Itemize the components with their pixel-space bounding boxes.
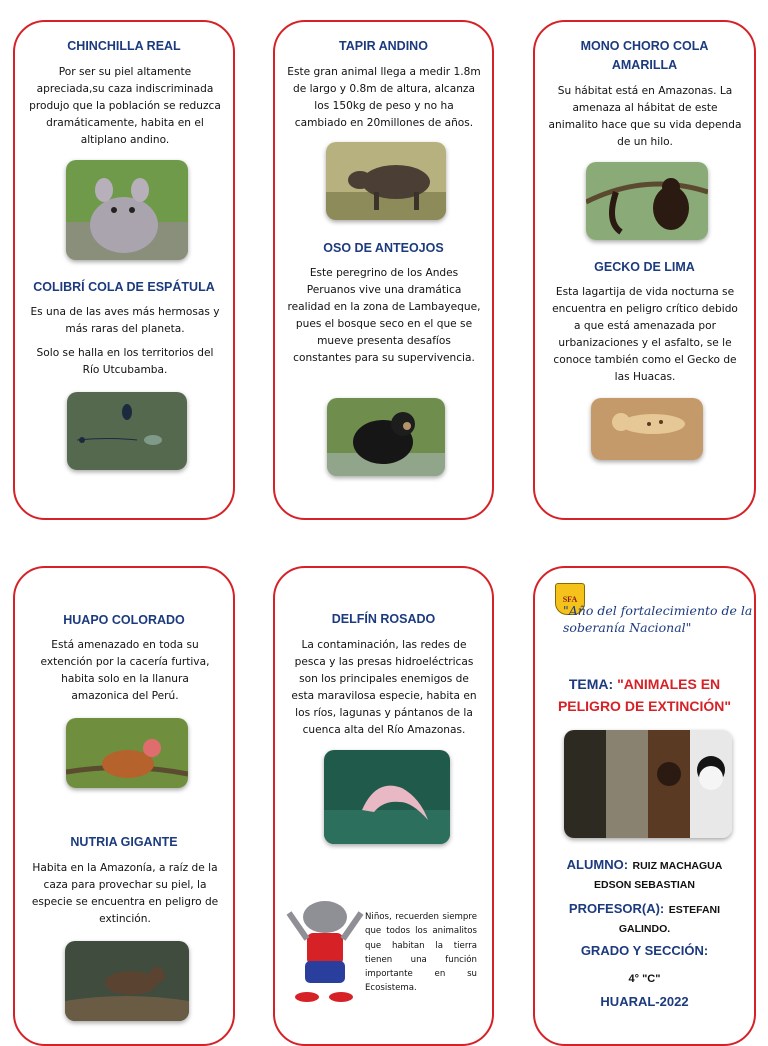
place-year: HUARAL-2022 <box>600 994 689 1009</box>
panel-cover <box>533 566 756 1046</box>
chinchilla-text: Por ser su piel altamente apreciada,su caza indiscriminada produjo que la población se reduzca dramáticamente, habita en el altiplano andino. <box>29 66 221 146</box>
kid-note-text: Niños, recuerden siempre que todos los animalitos que habitan la tierra tienen una función importante en su Ecosistema. <box>365 912 477 994</box>
tapir-photo <box>326 142 446 220</box>
huapo-title: HUAPO COLORADO <box>63 613 185 627</box>
huapo-photo <box>66 718 188 788</box>
tapir-text: Este gran animal llega a medir 1.8m de largo y 0.8m de altura, alcanza los 150kg de peso y no ha cambiado en 20millones de años. <box>287 66 481 129</box>
place-year-row <box>535 993 754 1011</box>
panel-delfin <box>273 566 494 1046</box>
profesor-block <box>535 900 754 938</box>
mono-title: MONO CHORO COLA AMARILLA <box>580 39 709 72</box>
oso-photo <box>327 398 445 476</box>
tapir-title: TAPIR ANDINO <box>339 39 428 53</box>
tema-value-1: "ANIMALES EN <box>617 676 721 692</box>
colibri-photo <box>67 392 187 470</box>
cartoon-rhino-mascot <box>285 899 367 1003</box>
chinchilla-title: CHINCHILLA REAL <box>67 39 181 53</box>
gecko-text: Esta lagartija de vida nocturna se encuentra en peligro crítico debido a que está amenazada por urbanizaciones y el asfalto, se le conoce también como el Gecko de las Huacas. <box>552 286 738 383</box>
alumno-label: ALUMNO: <box>566 857 629 872</box>
tema-line-1 <box>535 673 754 695</box>
tema-label: TEMA: <box>568 676 614 692</box>
profesor-value-2: GALINDO. <box>618 923 671 935</box>
alumno-block <box>535 856 754 894</box>
colibri-title: COLIBRÍ COLA DE ESPÁTULA <box>33 280 215 294</box>
year-motto: "Año del fortalecimiento de la soberanía Nacional" <box>563 603 753 635</box>
nutria-photo <box>65 941 189 1021</box>
colibri-text-1: Es una de las aves más hermosas y más raras del planeta. <box>30 306 220 335</box>
cover-collage-photo <box>564 730 732 838</box>
profesor-value-1: ESTEFANI <box>668 904 721 916</box>
profesor-label: PROFESOR(A): <box>568 901 665 916</box>
grado-label: GRADO Y SECCIÓN: <box>580 943 709 958</box>
school-crest-logo: SFA <box>555 583 585 615</box>
delfin-photo <box>324 750 450 844</box>
panel-chinchilla-colibri <box>13 20 235 520</box>
chinchilla-photo <box>66 160 188 260</box>
panel-huapo-nutria <box>13 566 235 1046</box>
colibri-text-2: Solo se halla en los territorios del Río Utcubamba. <box>36 347 214 376</box>
mono-photo <box>586 162 708 240</box>
huapo-text: Está amenazado en toda su extención por la cacería furtiva, habita solo en la llanura amazonica del Perú. <box>40 639 210 702</box>
grado-value: 4° "C" <box>628 973 661 985</box>
panel-tapir-oso <box>273 20 494 520</box>
grado-value-row <box>535 969 754 987</box>
nutria-title: NUTRIA GIGANTE <box>70 835 178 849</box>
mono-text: Su hábitat está en Amazonas. La amenaza al hábitat de este animalito hace que su vida dependa de un hilo. <box>548 85 742 148</box>
grado-block <box>535 942 754 960</box>
oso-text: Este peregrino de los Andes Peruanos vive una dramática realidad en la zona de Lambayeque, pues el bosque seco en el que se mueve presenta desafíos constantes para su supervivencia. <box>287 267 481 364</box>
alumno-value-2: EDSON SEBASTIAN <box>594 879 695 891</box>
delfin-text: La contaminación, las redes de pesca y las presas hidroeléctricas son los principales enemigos de esta maravilosa especie, habita en los ríos, lagunas y pántanos de la cuenca alta del Río Amazonas. <box>291 639 477 736</box>
nutria-text: Habita en la Amazonía, a raíz de la caza para provechar su piel, la especie se encuentra en peligro de extinción. <box>31 862 219 925</box>
gecko-photo <box>591 398 703 460</box>
gecko-title: GECKO DE LIMA <box>594 260 695 274</box>
delfin-title: DELFÍN ROSADO <box>331 612 436 626</box>
tema-value-2: PELIGRO DE EXTINCIÓN" <box>557 698 732 714</box>
panel-mono-gecko <box>533 20 756 520</box>
tema-line-2 <box>535 695 754 717</box>
oso-title: OSO DE ANTEOJOS <box>323 241 444 255</box>
alumno-value-1: RUIZ MACHAGUA <box>632 860 723 872</box>
